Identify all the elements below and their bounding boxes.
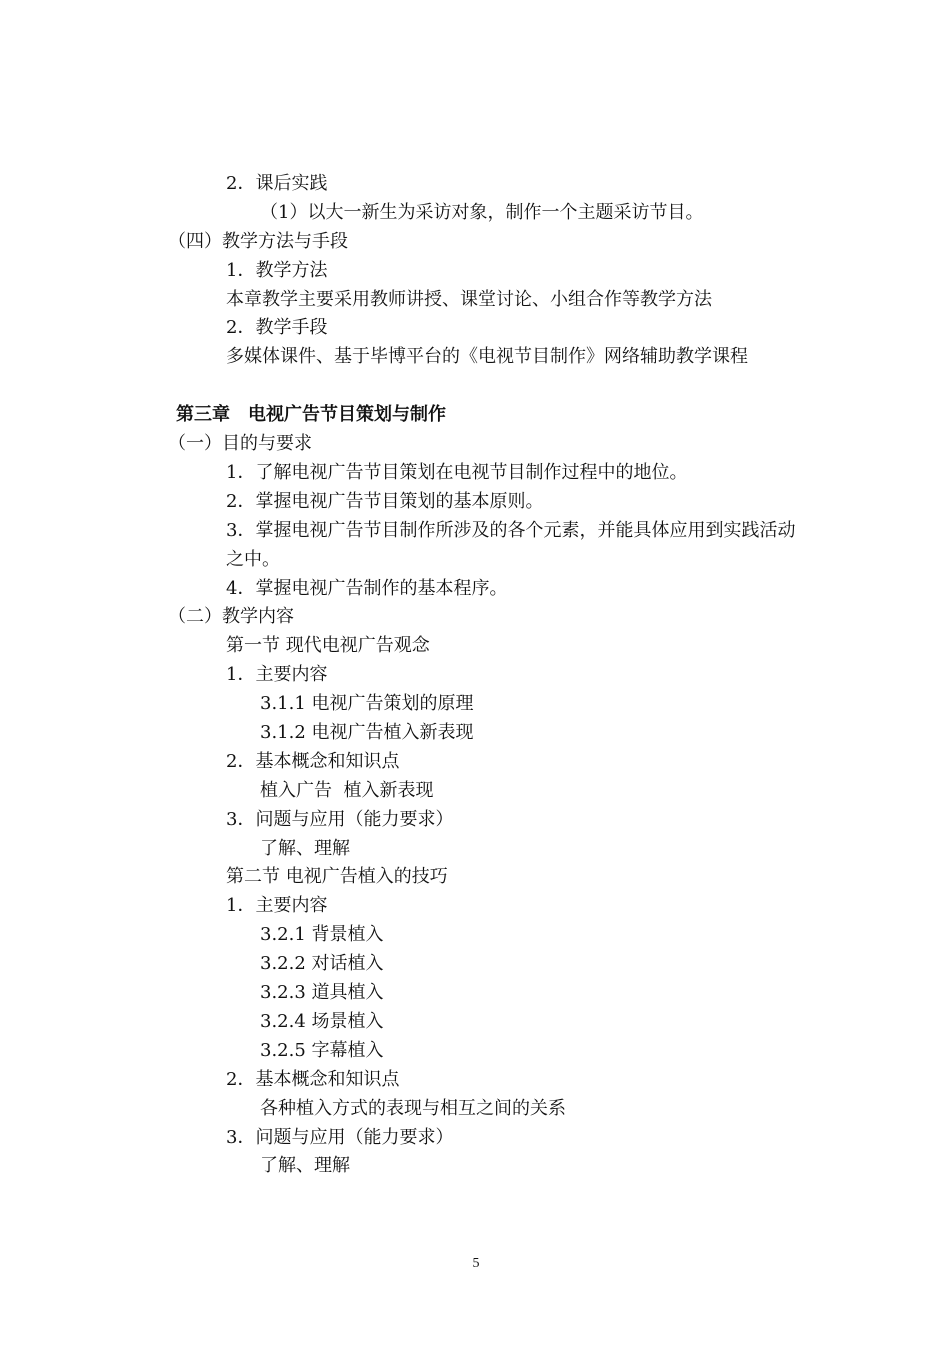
section2-concepts-text: 各种植入方式的表现与相互之间的关系 bbox=[260, 1097, 566, 1119]
section2-main-content-label: 1．主要内容 bbox=[226, 895, 328, 917]
section1-title: 第一节 现代电视广告观念 bbox=[226, 635, 430, 657]
means-text: 多媒体课件、基于毕博平台的《电视节目制作》网络辅助教学课程 bbox=[226, 346, 748, 368]
section2-item: 3.2.1 背景植入 bbox=[260, 924, 384, 946]
objective-item: 4．掌握电视广告制作的基本程序。 bbox=[226, 577, 508, 599]
section2-application-label: 3．问题与应用（能力要求） bbox=[226, 1126, 454, 1148]
after-class-practice-heading: 2．课后实践 bbox=[226, 173, 328, 194]
methods-heading: （四）教学方法与手段 bbox=[168, 230, 348, 252]
chapter-title: 第三章 电视广告节目策划与制作 bbox=[176, 404, 446, 426]
section2-item: 3.2.5 字幕植入 bbox=[260, 1039, 384, 1061]
section2-application-text: 了解、理解 bbox=[260, 1155, 350, 1177]
after-class-practice-item: （1）以大一新生为采访对象，制作一个主题采访节目。 bbox=[260, 201, 704, 223]
objective-item: 3．掌握电视广告节目制作所涉及的各个元素，并能具体应用到实践活动 bbox=[226, 519, 796, 541]
section1-application-label: 3．问题与应用（能力要求） bbox=[226, 808, 454, 830]
section1-concepts-label: 2．基本概念和知识点 bbox=[226, 750, 400, 772]
section2-item: 3.2.4 场景植入 bbox=[260, 1010, 384, 1032]
method-text: 本章教学主要采用教师讲授、课堂讨论、小组合作等教学方法 bbox=[226, 288, 712, 310]
objective-item: 2．掌握电视广告节目策划的基本原则。 bbox=[226, 490, 544, 512]
section1-item: 3.1.2 电视广告植入新表现 bbox=[260, 722, 474, 744]
section2-title: 第二节 电视广告植入的技巧 bbox=[226, 866, 448, 888]
objective-item-continuation: 之中。 bbox=[226, 548, 280, 570]
objectives-heading: （一）目的与要求 bbox=[168, 433, 312, 455]
section1-item: 3.1.1 电视广告策划的原理 bbox=[260, 693, 474, 715]
section2-item: 3.2.3 道具植入 bbox=[260, 982, 384, 1004]
page-number: 5 bbox=[472, 1256, 480, 1271]
objective-item: 1．了解电视广告节目策划在电视节目制作过程中的地位。 bbox=[226, 462, 688, 484]
page-content bbox=[0, 170, 952, 1181]
means-title: 2．教学手段 bbox=[226, 317, 328, 339]
section2-concepts-label: 2．基本概念和知识点 bbox=[226, 1068, 400, 1090]
section1-concepts-text: 植入广告 植入新表现 bbox=[260, 779, 434, 801]
method-title: 1．教学方法 bbox=[226, 259, 328, 281]
content-heading: （二）教学内容 bbox=[168, 606, 294, 628]
section1-application-text: 了解、理解 bbox=[260, 837, 350, 859]
section2-item: 3.2.2 对话植入 bbox=[260, 953, 384, 975]
section1-main-content-label: 1．主要内容 bbox=[226, 664, 328, 686]
